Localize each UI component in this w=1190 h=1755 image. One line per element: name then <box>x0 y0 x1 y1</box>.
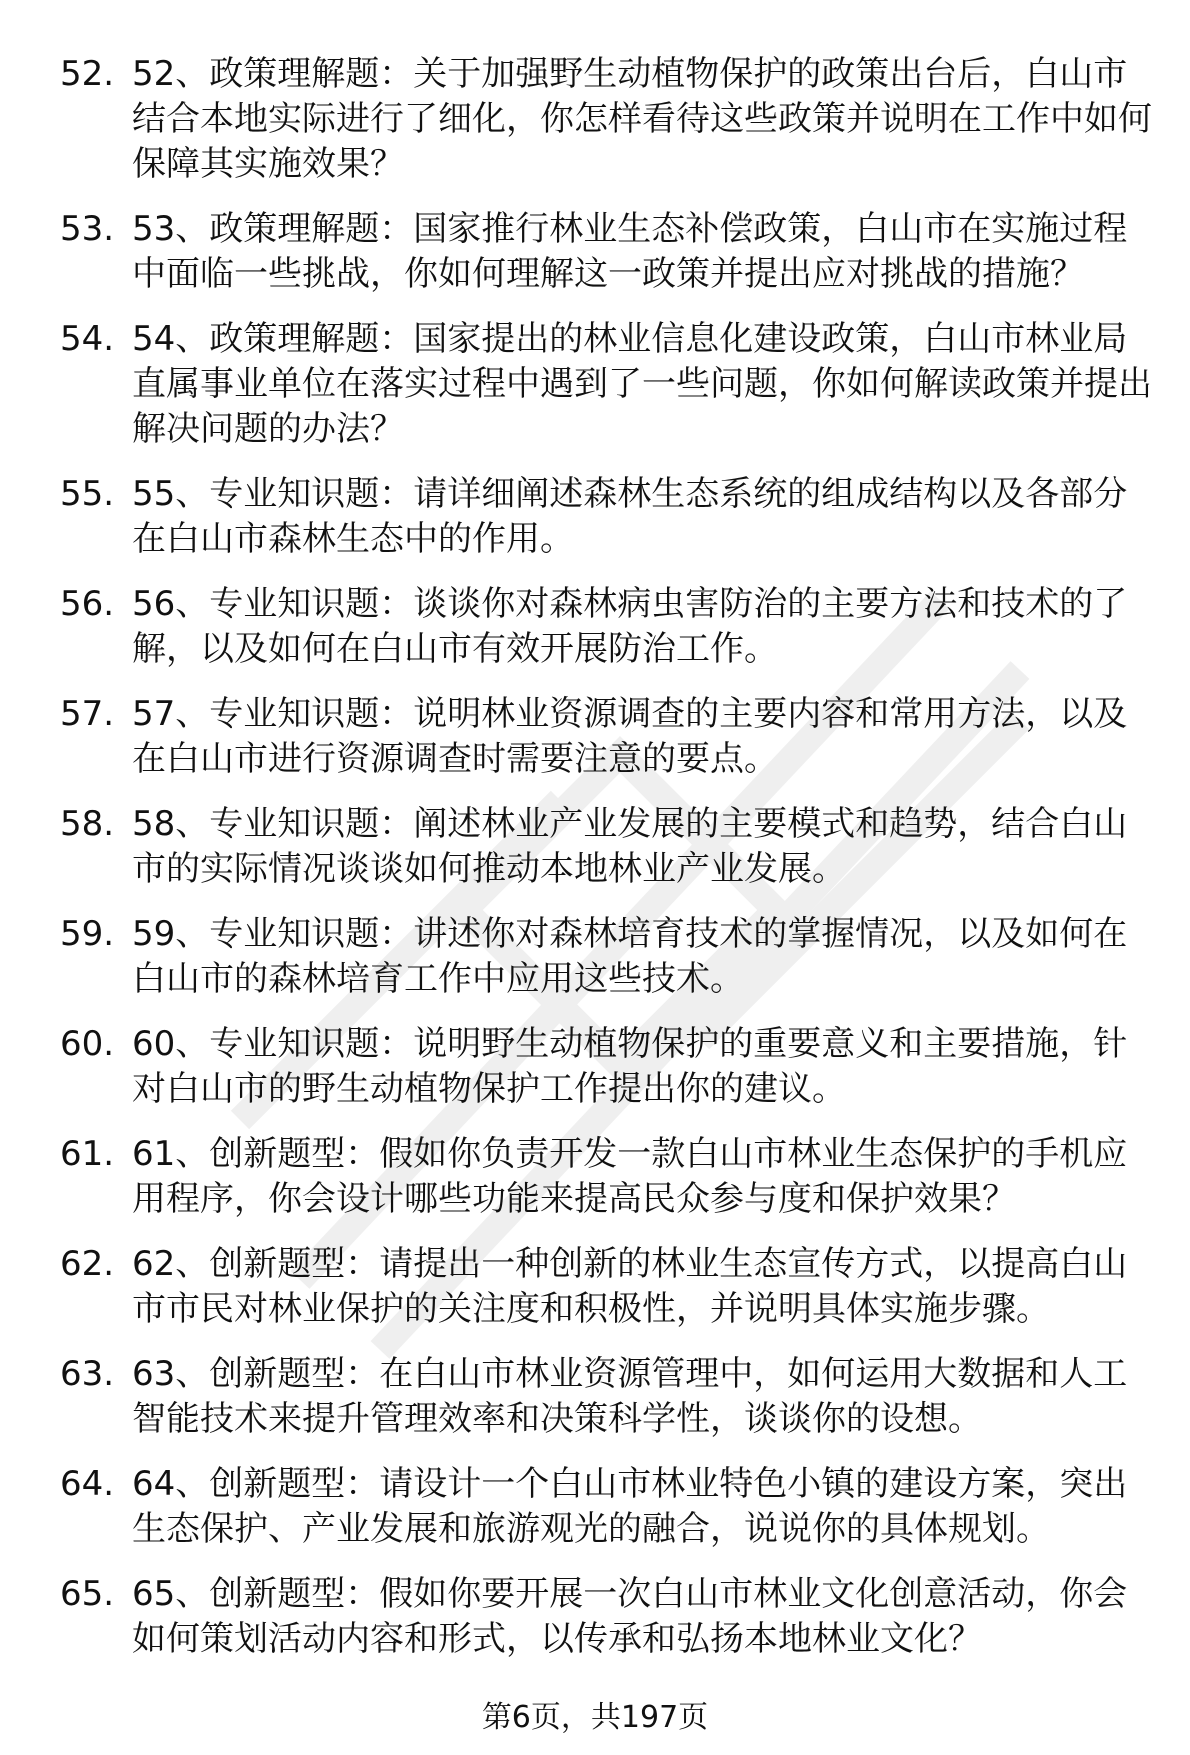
question-item <box>60 1242 1160 1332</box>
question-item <box>60 52 1160 187</box>
question-text: 53、政策理解题：国家推行林业生态补偿政策，白山市在实施过程中面临一些挑战，你如何理解这一政策并提出应对挑战的措施？ <box>132 209 1128 294</box>
page-footer <box>0 1698 1190 1738</box>
question-text: 55、专业知识题：请详细阐述森林生态系统的组成结构以及各部分在白山市森林生态中的作用。 <box>132 474 1128 559</box>
question-item <box>60 1132 1160 1222</box>
question-text: 59、专业知识题：讲述你对森林培育技术的掌握情况，以及如何在白山市的森林培育工作中应用这些技术。 <box>132 914 1128 999</box>
question-text: 64、创新题型：请设计一个白山市林业特色小镇的建设方案，突出生态保护、产业发展和旅游观光的融合，说说你的具体规划。 <box>132 1464 1128 1549</box>
question-item <box>60 582 1160 672</box>
question-number: 64. <box>60 1464 115 1504</box>
question-number: 63. <box>60 1354 115 1394</box>
question-item <box>60 912 1160 1002</box>
question-number: 57. <box>60 694 115 734</box>
question-item <box>60 692 1160 782</box>
question-text: 56、专业知识题：谈谈你对森林病虫害防治的主要方法和技术的了解，以及如何在白山市有效开展防治工作。 <box>132 584 1128 669</box>
question-text: 57、专业知识题：说明林业资源调查的主要内容和常用方法，以及在白山市进行资源调查时需要注意的要点。 <box>132 694 1128 779</box>
question-number: 59. <box>60 914 115 954</box>
question-text: 60、专业知识题：说明野生动植物保护的重要意义和主要措施，针对白山市的野生动植物保护工作提出你的建议。 <box>132 1024 1128 1109</box>
question-number: 60. <box>60 1024 115 1064</box>
question-item <box>60 802 1160 892</box>
question-number: 52. <box>60 54 115 94</box>
question-list <box>60 52 1160 1682</box>
question-number: 61. <box>60 1134 115 1174</box>
question-text: 61、创新题型：假如你负责开发一款白山市林业生态保护的手机应用程序，你会设计哪些功能来提高民众参与度和保护效果？ <box>132 1134 1128 1219</box>
question-text: 62、创新题型：请提出一种创新的林业生态宣传方式，以提高白山市市民对林业保护的关注度和积极性，并说明具体实施步骤。 <box>132 1244 1128 1329</box>
question-item <box>60 472 1160 562</box>
question-number: 58. <box>60 804 115 844</box>
question-item <box>60 1022 1160 1112</box>
question-number: 65. <box>60 1574 115 1614</box>
question-item <box>60 1352 1160 1442</box>
question-text: 58、专业知识题：阐述林业产业发展的主要模式和趋势，结合白山市的实际情况谈谈如何推动本地林业产业发展。 <box>132 804 1128 889</box>
question-text: 65、创新题型：假如你要开展一次白山市林业文化创意活动，你会如何策划活动内容和形式，以传承和弘扬本地林业文化？ <box>132 1574 1128 1659</box>
question-item <box>60 1462 1160 1552</box>
question-number: 55. <box>60 474 115 514</box>
question-item <box>60 1572 1160 1662</box>
question-text: 63、创新题型：在白山市林业资源管理中，如何运用大数据和人工智能技术来提升管理效率和决策科学性，谈谈你的设想。 <box>132 1354 1128 1439</box>
question-text: 54、政策理解题：国家提出的林业信息化建设政策，白山市林业局直属事业单位在落实过程中遇到了一些问题，你如何解读政策并提出解决问题的办法？ <box>132 319 1152 449</box>
question-text: 52、政策理解题：关于加强野生动植物保护的政策出台后，白山市结合本地实际进行了细化，你怎样看待这些政策并说明在工作中如何保障其实施效果？ <box>132 54 1152 184</box>
question-number: 62. <box>60 1244 115 1284</box>
question-number: 54. <box>60 319 115 359</box>
question-number: 53. <box>60 209 115 249</box>
question-number: 56. <box>60 584 115 624</box>
question-item <box>60 317 1160 452</box>
page-number-label: 第6页，共197页 <box>481 1700 709 1735</box>
question-item <box>60 207 1160 297</box>
